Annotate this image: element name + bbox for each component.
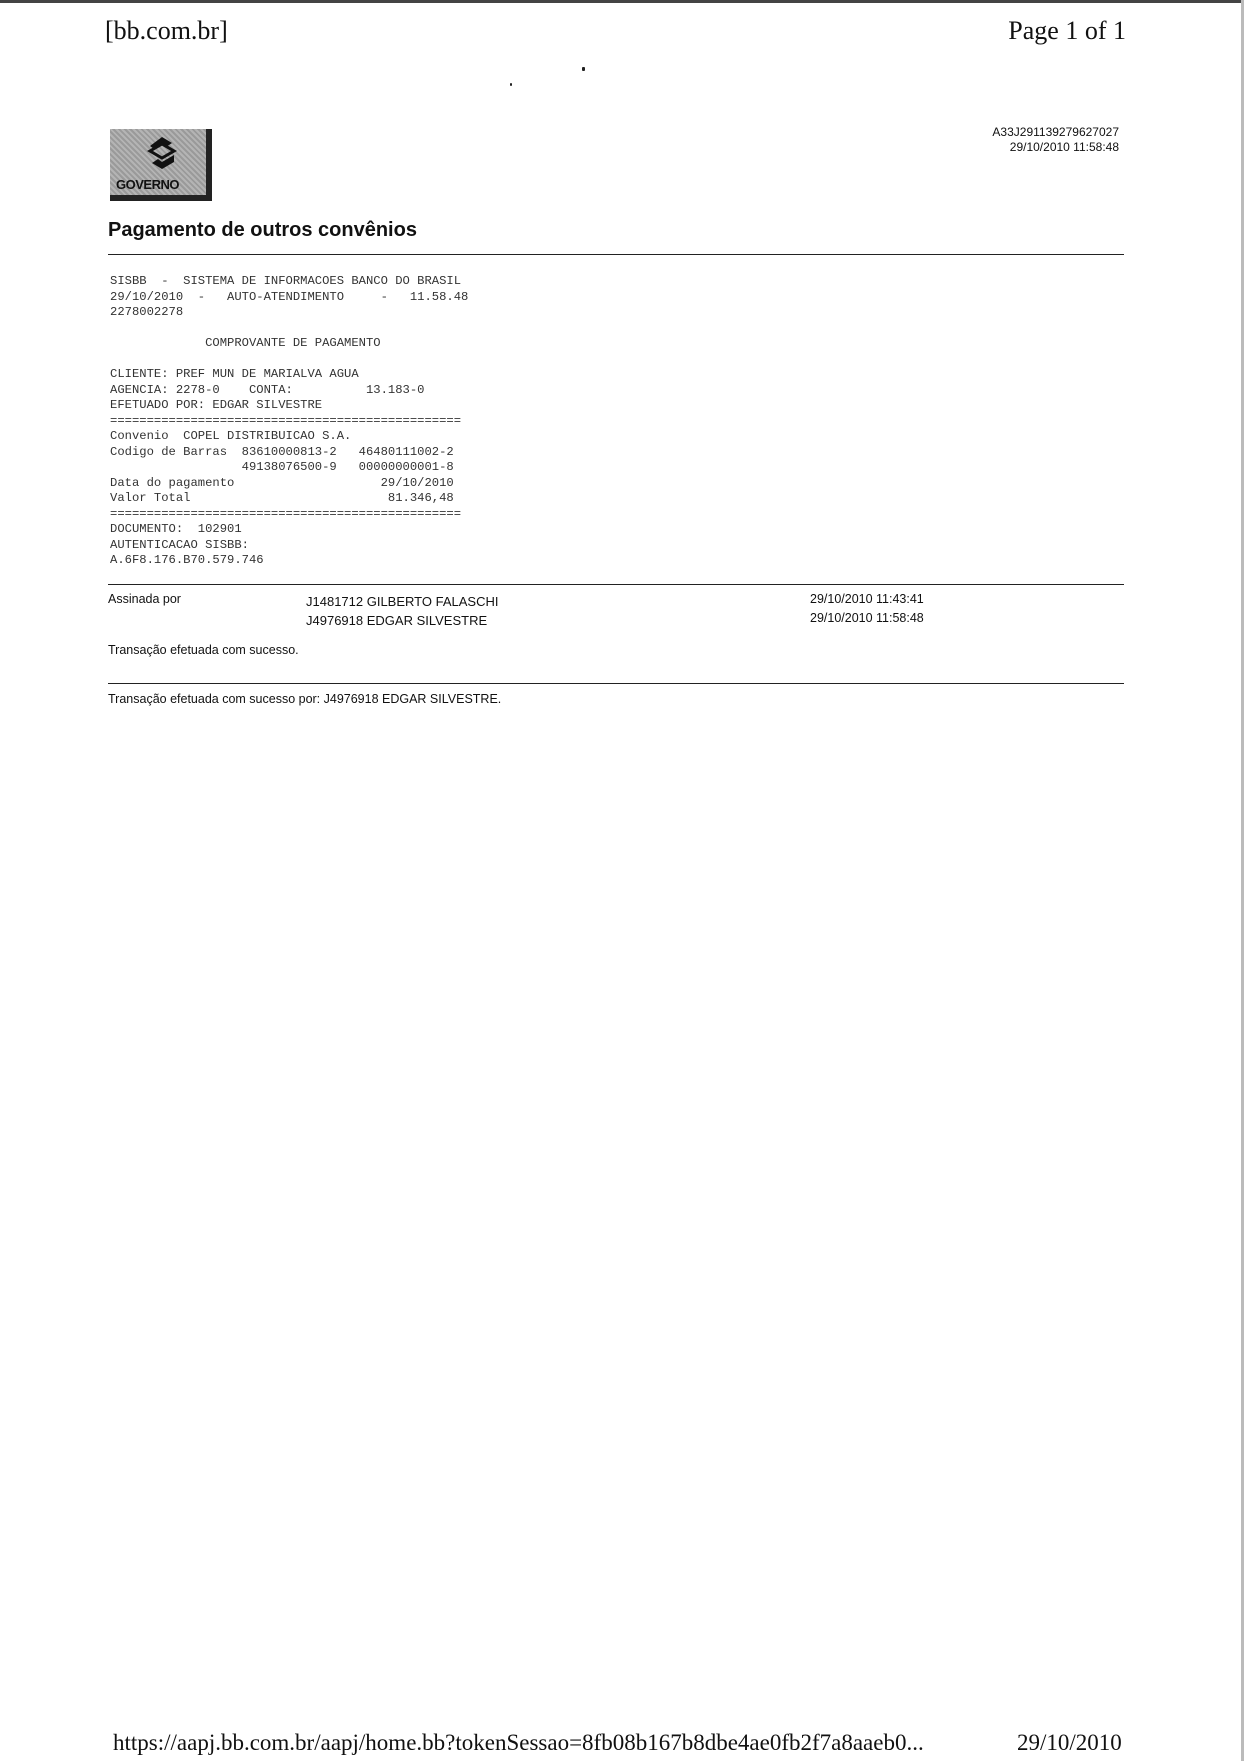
signed-by-label: Assinada por <box>108 592 181 606</box>
logo-label: GOVERNO <box>116 177 179 192</box>
signer-name: J1481712 GILBERTO FALASCHI <box>306 594 499 609</box>
payment-receipt <box>110 274 468 569</box>
scan-speck <box>582 67 585 71</box>
receipt-divider <box>108 584 1124 585</box>
authentication-datetime: 29/10/2010 11:58:48 <box>1009 140 1119 154</box>
receipt-line: AGENCIA: 2278-0 CONTA: 13.183-0 <box>110 382 425 397</box>
signature-dates <box>810 590 924 628</box>
signature-date: 29/10/2010 11:58:48 <box>810 611 924 625</box>
footer-date: 29/10/2010 <box>1017 1730 1122 1755</box>
scan-edge-top <box>0 0 1244 3</box>
receipt-line: ================================================ <box>110 506 462 521</box>
receipt-line: Codigo de Barras 83610000813-2 46480111002-2 <box>110 444 454 459</box>
transaction-status: Transação efetuada com sucesso. <box>108 643 299 657</box>
receipt-line: Data do pagamento 29/10/2010 <box>110 475 454 490</box>
receipt-line <box>110 352 468 368</box>
footer-url: https://aapj.bb.com.br/aapj/home.bb?tokenSessao=8fb08b167b8dbe4ae0fb2f7a8aaeb0... <box>113 1730 924 1755</box>
signature-date: 29/10/2010 11:43:41 <box>810 592 924 606</box>
receipt-line: 49138076500-9 00000000001-8 <box>110 460 454 474</box>
title-divider <box>108 254 1124 255</box>
receipt-line: EFETUADO POR: EDGAR SILVESTRE <box>110 398 323 412</box>
receipt-line: SISBB - SISTEMA DE INFORMACOES BANCO DO BRASIL <box>110 274 462 288</box>
receipt-line: Convenio COPEL DISTRIBUICAO S.A. <box>110 429 352 443</box>
transaction-status-by: Transação efetuada com sucesso por: J4976918 EDGAR SILVESTRE. <box>108 692 502 706</box>
authentication-block <box>992 125 1119 155</box>
receipt-line: DOCUMENTO: 102901 <box>110 522 242 536</box>
receipt-line: AUTENTICACAO SISBB: <box>110 537 249 552</box>
receipt-line: 2278002278 <box>110 305 184 319</box>
authentication-code: A33J291139279627027 <box>992 125 1119 139</box>
receipt-line: Valor Total 81.346,48 <box>110 491 454 505</box>
receipt-line: A.6F8.176.B70.579.746 <box>110 553 264 567</box>
page-header-site: [bb.com.br] <box>105 16 228 45</box>
receipt-line <box>110 321 468 337</box>
bank-logo <box>110 129 212 201</box>
page-header-page-number: Page 1 of 1 <box>1008 16 1126 45</box>
scan-speck <box>510 83 512 86</box>
receipt-line: CLIENTE: PREF MUN DE MARIALVA AGUA <box>110 367 359 381</box>
signer-name: J4976918 EDGAR SILVESTRE <box>306 613 488 628</box>
receipt-line: ================================================ <box>110 413 462 428</box>
status-divider <box>108 683 1124 684</box>
signer-names <box>306 592 498 630</box>
page-title: Pagamento de outros convênios <box>108 219 417 241</box>
banco-do-brasil-logo-icon <box>142 135 182 171</box>
receipt-line: COMPROVANTE DE PAGAMENTO <box>110 336 381 350</box>
receipt-line: 29/10/2010 - AUTO-ATENDIMENTO - 11.58.48 <box>110 289 469 304</box>
